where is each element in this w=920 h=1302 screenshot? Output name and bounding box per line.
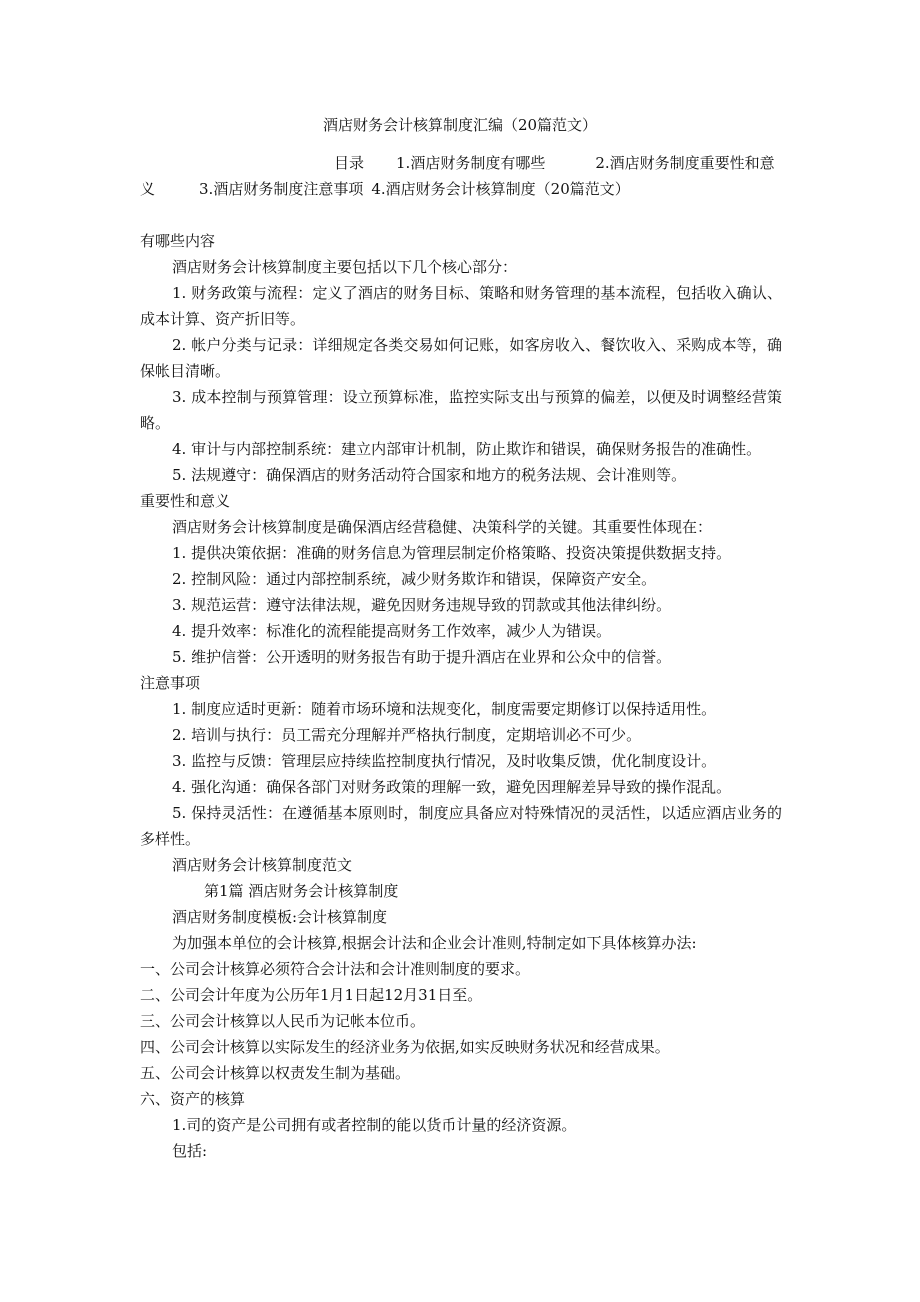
list-item: 3. 监控与反馈：管理层应持续监控制度执行情况，及时收集反馈，优化制度设计。 bbox=[172, 752, 717, 770]
list-item: 4. 提升效率：标准化的流程能提高财务工作效率，减少人为错误。 bbox=[172, 622, 612, 640]
toc-item-2[interactable]: 2.酒店财务制度重要性和意义 bbox=[140, 154, 775, 198]
section-heading-importance: 重要性和意义 bbox=[140, 492, 231, 510]
list-item: 2. 培训与执行：员工需充分理解并严格执行制度，定期培训必不可少。 bbox=[172, 726, 642, 744]
list-item: 2. 帐户分类与记录：详细规定各类交易如何记账，如客房收入、餐饮收入、采购成本等，确保帐目清晰。 bbox=[140, 336, 782, 380]
section-heading-notes: 注意事项 bbox=[140, 674, 201, 692]
list-item: 3. 规范运营：遵守法律法规，避免因财务违规导致的罚款或其他法律纠纷。 bbox=[172, 596, 672, 614]
toc-item-4[interactable]: 4.酒店财务会计核算制度（20篇范文） bbox=[371, 180, 630, 198]
list-item: 3. 成本控制与预算管理：设立预算标准，监控实际支出与预算的偏差，以便及时调整经营策略。 bbox=[140, 388, 782, 432]
rule-item: 四、公司会计核算以实际发生的经济业务为依据,如实反映财务状况和经营成果。 bbox=[140, 1038, 670, 1056]
list-item: 5. 保持灵活性：在遵循基本原则时，制度应具备应对特殊情况的灵活性，以适应酒店业务的多样性。 bbox=[140, 804, 782, 848]
list-item: 1. 制度应适时更新：随着市场环境和法规变化，制度需要定期修订以保持适用性。 bbox=[172, 700, 717, 718]
rule-item: 二、公司会计年度为公历年1月1日起12月31日至。 bbox=[140, 986, 483, 1004]
table-of-contents bbox=[140, 150, 782, 202]
rule-item: 一、公司会计核算必须符合会计法和会计准则制度的要求。 bbox=[140, 960, 531, 978]
asset-definition: 1.司的资产是公司拥有或者控制的能以货币计量的经济资源。 bbox=[172, 1116, 577, 1134]
section-intro: 酒店财务会计核算制度主要包括以下几个核心部分： bbox=[172, 258, 518, 276]
includes-label: 包括: bbox=[172, 1142, 208, 1160]
template-title: 酒店财务制度模板:会计核算制度 bbox=[172, 908, 388, 926]
rule-item: 五、公司会计核算以权责发生制为基础。 bbox=[140, 1064, 411, 1082]
list-item: 2. 控制风险：通过内部控制系统，减少财务欺诈和错误，保障资产安全。 bbox=[172, 570, 657, 588]
document-title: 酒店财务会计核算制度汇编（20篇范文） bbox=[322, 116, 598, 134]
toc-item-1[interactable]: 1.酒店财务制度有哪些 bbox=[396, 154, 546, 172]
list-item: 5. 法规遵守：确保酒店的财务活动符合国家和地方的税务法规、会计准则等。 bbox=[172, 466, 687, 484]
list-item: 5. 维护信誉：公开透明的财务报告有助于提升酒店在业界和公众中的信誉。 bbox=[172, 648, 672, 666]
rule-item: 六、资产的核算 bbox=[140, 1090, 246, 1108]
list-item: 4. 审计与内部控制系统：建立内部审计机制，防止欺诈和错误，确保财务报告的准确性。 bbox=[172, 440, 762, 458]
document-body bbox=[140, 228, 782, 1164]
list-item: 4. 强化沟通：确保各部门对财务政策的理解一致，避免因理解差异导致的操作混乱。 bbox=[172, 778, 732, 796]
rule-item: 三、公司会计核算以人民币为记帐本位币。 bbox=[140, 1012, 426, 1030]
list-item: 1. 提供决策依据：准确的财务信息为管理层制定价格策略、投资决策提供数据支持。 bbox=[172, 544, 732, 562]
chapter-title: 第1篇 酒店财务会计核算制度 bbox=[204, 882, 399, 900]
toc-item-3[interactable]: 3.酒店财务制度注意事项 bbox=[199, 180, 364, 198]
list-item: 1. 财务政策与流程：定义了酒店的财务目标、策略和财务管理的基本流程，包括收入确认、成本计算、资产折旧等。 bbox=[140, 284, 782, 328]
section-intro: 酒店财务会计核算制度是确保酒店经营稳健、决策科学的关键。其重要性体现在： bbox=[172, 518, 713, 536]
purpose-statement: 为加强本单位的会计核算,根据会计法和企业会计准则,特制定如下具体核算办法: bbox=[172, 934, 697, 952]
toc-label: 目录 bbox=[334, 154, 365, 172]
section-heading-samples: 酒店财务会计核算制度范文 bbox=[172, 856, 353, 874]
section-heading-contents: 有哪些内容 bbox=[140, 232, 216, 250]
